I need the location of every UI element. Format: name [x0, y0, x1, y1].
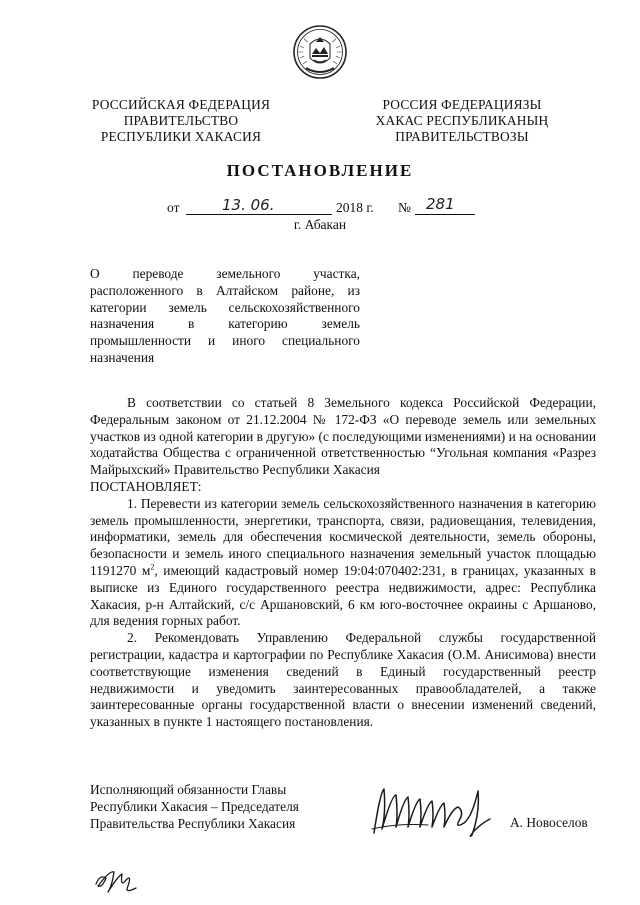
handwritten-initials — [92, 866, 140, 896]
header-left-line: РОССИЙСКАЯ ФЕДЕРАЦИЯ — [91, 97, 271, 112]
signatory-title-line: Правительства Республики Хакасия — [90, 816, 296, 831]
document-year: 2018 г. — [336, 200, 374, 215]
item-1-text-a: 1. Перевести из категории земель сельскохозяйственного назначения в категорию земель промышленности, энергетики, транспорта, связи, радиовещания, телевидения, информатики, земель для обеспечения космической деятельности, земель обороны, безопасности и земель иного специального назначения земельный участок площадью 1191270 м — [90, 495, 596, 578]
header-right-line: РОССИЯ ФЕДЕРАЦИЯЗЫ — [382, 97, 542, 112]
date-handwritten: 13. 06. — [222, 196, 275, 214]
signatory-title-line: Исполняющий обязанности Главы — [90, 782, 287, 797]
coat-of-arms-emblem — [292, 24, 348, 80]
handwritten-signature — [368, 783, 496, 839]
header-left-line: ПРАВИТЕЛЬСТВО — [123, 113, 239, 128]
number-handwritten: 281 — [426, 195, 455, 213]
document-body — [90, 395, 596, 731]
document-title: ПОСТАНОВЛЕНИЕ — [226, 161, 414, 180]
body-paragraph-item-2: 2. Рекомендовать Управлению Федеральной службы государственной регистрации, кадастра и картографии по Республике Хакасия (О.М. Анисимова) внести соответствующие изменения сведений в Единый государственный реестр недвижимости и уведомить заинтересованных правообладателей, а также заинтересованные органы государственной власти о внесении изменений сведений, указанных в пункте 1 настоящего постановления. — [90, 630, 596, 730]
header-left-block — [86, 97, 276, 145]
document-subject: О переводе земельного участка, расположенного в Алтайском районе, из категории земель сельскохозяйственного назначения в категорию земель промышленности и иного специального назначения — [90, 266, 360, 365]
header-left-line: РЕСПУБЛИКИ ХАКАСИЯ — [100, 129, 262, 144]
number-sign: № — [398, 200, 411, 215]
date-underline — [186, 214, 332, 215]
number-underline — [415, 214, 475, 215]
header-right-line: ХАКАС РЕСПУБЛИКАНЫҢ — [375, 113, 549, 128]
date-prefix: от — [167, 200, 180, 215]
body-paragraph-preamble — [90, 395, 596, 479]
signatory-title-block — [90, 781, 330, 832]
body-paragraph-item-1 — [90, 496, 596, 630]
area-unit-superscript: 2 — [150, 562, 155, 572]
signatory-name: А. Новоселов — [510, 815, 588, 830]
preamble-text: В соответствии со статьей 8 Земельного кодекса Российской Федерации, Федеральным законом от 21.12.2004 № 172-ФЗ «О переводе земель или земельных участков из одной категории в другую» (с последующими изменениями) и на основании ходатайства Общества с ограниченной ответственностью “Угольная компания «Разрез Майрыхский» Правительство Республики Хакасия — [90, 395, 596, 478]
header-right-block — [370, 97, 554, 145]
signatory-title-line: Республики Хакасия – Председателя — [90, 799, 299, 814]
decree-word: ПОСТАНОВЛЯЕТ: — [90, 478, 202, 494]
item-1-text-b: , имеющий кадастровый номер 19:04:070402:231, в границах, указанных в выписке из Единого государственного реестра недвижимости, адрес: Республика Хакасия, р-н Алтайский, с/с Аршановский, 6 км юго-восточнее окраины с Аршаново, для ведения горных работ. — [90, 562, 596, 629]
header-right-line: ПРАВИТЕЛЬСТВОЗЫ — [395, 129, 529, 144]
document-city: г. Абакан — [293, 217, 347, 232]
